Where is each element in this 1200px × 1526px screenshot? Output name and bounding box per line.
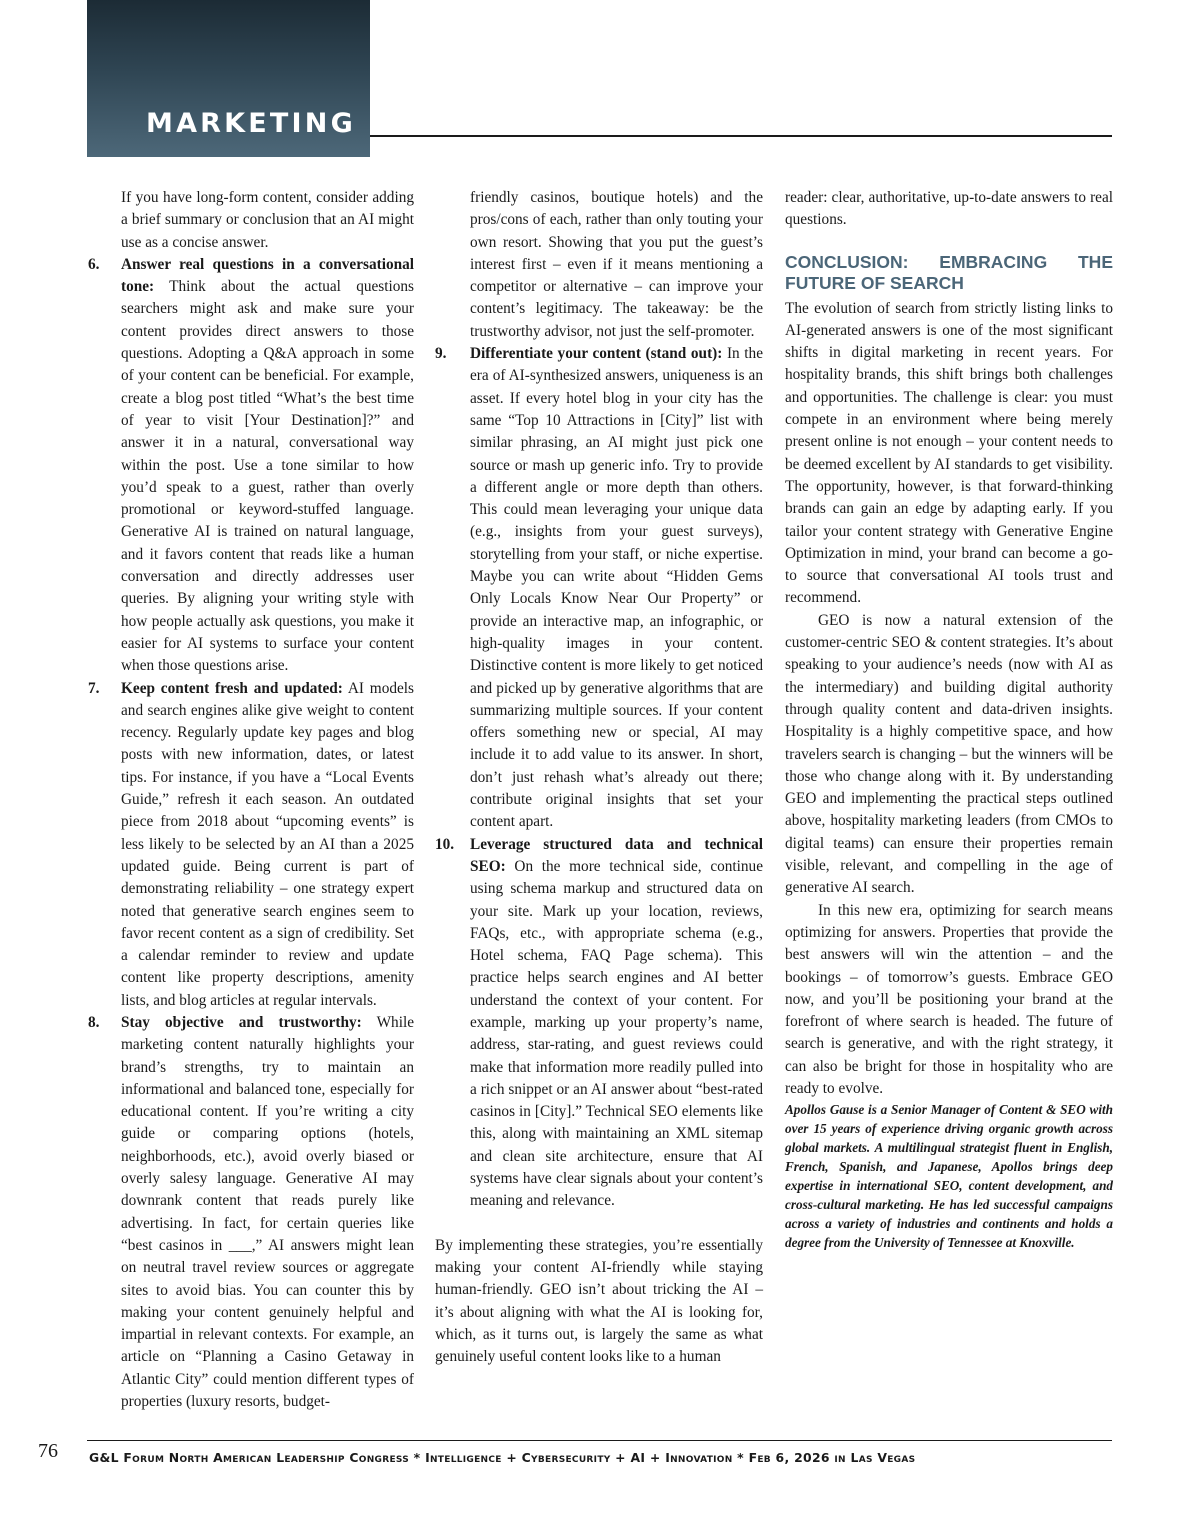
item-lead: Leverage structured data and technical SEO: (470, 835, 763, 875)
item-number: 6. (88, 255, 100, 273)
column-1 (88, 187, 414, 1413)
item-number: 9. (435, 345, 447, 363)
list-item-7 (88, 678, 414, 1012)
list-item-10 (435, 834, 763, 1213)
page-number: 76 (38, 1440, 58, 1462)
list-item-6 (88, 254, 414, 678)
column-3 (785, 187, 1113, 1252)
item-lead: Stay objective and trustworthy: (121, 1013, 362, 1031)
conclusion-paragraph-1: The evolution of search from strictly listing links to AI-generated answers is one of the most significant shifts in digital marketing in recent years. For hospitality brands, this shift brings both challenges and opportunities. The challenge is clear: you must compete in an environment where being merely present online is not enough – your content needs to be deemed excellent by AI standards to get visibility. The opportunity, however, is that forward-thinking brands can gain an edge by adapting early. If you tailor your content strategy with Generative Engine Optimization in mind, your brand can become a go-to source that conversational AI tools trust and recommend. (785, 299, 1113, 607)
footer-text: G&L Forum North American Leadership Congress * Intelligence + Cybersecurity + AI + Innovation * Feb 6, 2026 in Las Vegas (89, 1450, 916, 1465)
item-text: AI models and search engines alike give weight to content recency. Regularly update key pages and blog posts with new information, dates, or latest tips. For instance, if you have a “Local Events Guide,” refresh it each season. An outdated piece from 2018 about “upcoming events” is less likely to be selected by an AI than a 2025 updated guide. Being current is part of demonstrating reliability – one strategy expert noted that generative search engines seem to favor recent content as a sign of credibility. Set a calendar reminder to review and update content like property descriptions, amenity lists, and blog articles at regular intervals. (121, 679, 414, 1009)
conclusion-paragraph-3: In this new era, optimizing for search means optimizing for answers. Properties that provide the best answers will win the attention – and the bookings – of tomorrow’s guests. Embrace GEO now, and you’ll be positioning your brand at the forefront of where search is headed. The future of search is generative, and with the right strategy, it can also be bright for those in hospitality who are ready to evolve. (785, 901, 1113, 1097)
author-bio: Apollos Gause is a Senior Manager of Content & SEO with over 15 years of experience driving organic growth across global markets. A multilingual strategist fluent in English, French, Spanish, and Japanese, Apollos brings deep expertise in international SEO, content development, and cross-cultural marketing. He has led successful campaigns across a variety of industries and continents and holds a degree from the University of Tennessee at Knoxville. (785, 1102, 1113, 1251)
closing-paragraph: By implementing these strategies, you’re essentially making your content AI-friendly while staying human-friendly. GEO isn’t about tricking the AI – it’s about aligning with what the AI is looking for, which, as it turns out, is largely the same as what genuinely useful content looks like to a human (435, 1236, 763, 1366)
heading-line-1: CONCLUSION: EMBRACING THE (785, 251, 1113, 272)
item-text: On the more technical side, continue using schema markup and structured data on your site. Mark up your location, reviews, FAQs, etc., with appropriate schema (e.g., Hotel schema, FAQ Page schema). This practice helps search engines and AI better understand the context of your content. For example, marking up your property’s name, address, star-rating, and guest reviews could make that information more readily pulled into a rich snippet or an AI answer about “best-rated casinos in [City].” Technical SEO elements like this, along with maintaining an XML sitemap and clean site architecture, ensure that AI systems have clear signals about your content’s meaning and relevance. (470, 857, 763, 1210)
item-number: 10. (435, 835, 455, 853)
header-rule (370, 135, 1112, 137)
conclusion-paragraph-2: GEO is now a natural extension of the customer-centric SEO & content strategies. It’s about speaking to your audience’s needs (now with AI as the intermediary) and building digital authority through quality content and data-driven insights. Hospitality is a highly competitive space, and how travelers search is changing – but the winners will be those who change along with it. By understanding GEO and implementing the practical steps outlined above, hospitality marketing leaders (from CMOs to digital teams) can ensure their properties remain visible, relevant, and compelling in the age of generative AI search. (785, 611, 1113, 897)
item-number: 8. (88, 1013, 100, 1031)
item-lead: Keep content fresh and updated: (121, 679, 343, 697)
item-lead: Answer real questions in a conversational tone: (121, 255, 414, 296)
conclusion-heading (785, 252, 1113, 294)
item-8-continuation: friendly casinos, boutique hotels) and the pros/cons of each, rather than only touting your own resort. Showing that you put the guest’s interest first – even if it means mentioning a competitor or alternative – can improve your content’s legitimacy. The takeaway: be the trustworthy advisor, not just the self-promoter. (470, 189, 763, 340)
column-2 (435, 187, 763, 1368)
footer-rule (87, 1440, 1112, 1441)
closing-paragraph-continuation: reader: clear, authoritative, up-to-date answers to real questions. (785, 189, 1113, 229)
item-text: In the era of AI-synthesized answers, uniqueness is an asset. If every hotel blog in your city has the same “Top 10 Attractions in [City]” list with similar phrasing, an AI might just pick one source or mash up generic info. Try to provide a different angle or more depth than others. This could mean leveraging your unique data (e.g., insights from your guest surveys), storytelling from your staff, or niche expertise. Maybe you can write about “Hidden Gems Only Locals Know Near Our Property” or provide an interactive map, an infographic, or high-quality images in your content. Distinctive content is more likely to get noticed and picked up by generative algorithms that are summarizing multiple sources. If your content offers something new or special, AI may include it to add value to its answer. In short, don’t just rehash what’s already out there; contribute original insights that set your content apart. (470, 345, 763, 831)
list-item-8 (88, 1012, 414, 1413)
list-item-9 (435, 343, 763, 834)
item-5-continuation: If you have long-form content, consider adding a brief summary or conclusion that an AI might use as a concise answer. (121, 189, 414, 251)
item-lead: Differentiate your content (stand out): (470, 345, 723, 363)
heading-line-2: FUTURE OF SEARCH (785, 272, 964, 293)
item-text: While marketing content naturally highlights your brand’s strengths, try to maintain an informational and balanced tone, especially for educational content. If you’re writing a city guide or comparing options (hotels, neighborhoods, etc.), avoid overly biased or overly salesy language. Generative AI may downrank content that reads purely like advertising. In fact, for certain queries like “best casinos in ___,” AI answers might lean on neutral travel review sources or aggregate sites to avoid bias. You can counter this by making your content genuinely helpful and impartial in relevant contexts. For example, an article on “Planning a Casino Getaway in Atlantic City” could mention different types of properties (luxury resorts, budget- (121, 1013, 414, 1411)
item-text: Think about the actual questions searchers might ask and make sure your content provides direct answers to those questions. Adopting a Q&A approach in some of your content can be beneficial. For example, create a blog post titled “What’s the best time of year to visit [Your Destination]?” and answer it in a natural, conversational way within the post. Use a tone similar to how you’d speak to a guest, rather than overly promotional or keyword-stuffed language. Generative AI is trained on natural language, and it favors content that reads like a human conversation and directly addresses user queries. By aligning your writing style with how people actually ask questions, you make it easier for AI systems to surface your content when those questions arise. (121, 278, 414, 675)
section-label: MARKETING (146, 108, 356, 139)
item-number: 7. (88, 679, 100, 697)
